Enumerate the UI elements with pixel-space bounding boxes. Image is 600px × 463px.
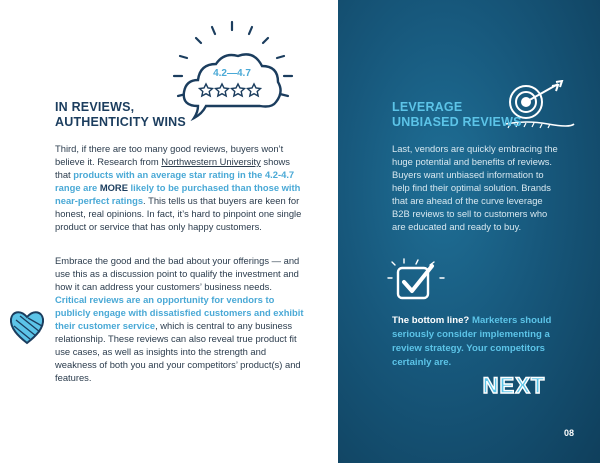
page-number: 08 (564, 428, 575, 438)
p1-text-2: shows that (55, 156, 290, 180)
next-button[interactable] (472, 370, 556, 400)
paragraph-research (55, 142, 305, 233)
p2-highlight: Critical reviews are an opportunity for vendors to publicly engage with dissatisfied customers and exhibit their customer service (55, 294, 304, 331)
northwestern-link[interactable]: Northwestern University (161, 156, 261, 167)
p2-text-1: Embrace the good and the bad about your offerings — and use this as a discussion point to qualify the investment and how it can address your customers’ business needs. (55, 255, 300, 292)
right-heading-line2: UNBIASED REVIEWS (392, 115, 522, 129)
right-heading-line1: LEVERAGE (392, 100, 463, 114)
paragraph-embrace (55, 254, 305, 384)
bottom-line-lead: The bottom line? (392, 315, 472, 326)
p1-highlight-2: likely to be purchased than those with near-perfect ratings (55, 182, 301, 206)
right-heading (392, 100, 522, 130)
cloud-rating-text: 4.2—4.7 (213, 68, 251, 79)
checkbox-icon (386, 258, 448, 304)
heart-icon (8, 306, 46, 346)
paragraph-bottom-line (392, 314, 562, 370)
p1-text-3: . This tells us that buyers are keen for honest, real opinions. In fact, it’s hard to pinpoint one single product or service that has only happy customers. (55, 195, 302, 232)
p2-text-2: , which is central to any business relationship. These reviews can also reveal true product fit use cases, as well as insights into the strength and weakness of both you and your competitors’ product(s) and features. (55, 320, 301, 383)
next-label: NEXT (482, 373, 546, 398)
p1-highlight-1: products with an average star rating in the 4.2-4.7 range are (55, 169, 295, 193)
right-column (338, 0, 600, 463)
bottom-line-highlight: Marketers should seriously consider implementing a review strategy. Your competitors certainly are. (392, 315, 552, 368)
left-heading-line1: IN REVIEWS, (55, 100, 135, 114)
left-heading-line2: AUTHENTICITY WINS (55, 115, 186, 129)
paragraph-leverage: Last, vendors are quickly embracing the huge potential and benefits of reviews. Buyers want unbiased information to help find their optimal solution. Brands that are ahead of the curve leverage B2B reviews to sell to customers who are educated and ready to buy. (392, 143, 558, 232)
p1-text-1: Third, if there are too many good reviews, buyers won’t believe it. Research from (55, 143, 284, 167)
p1-bold-more: MORE (99, 182, 128, 193)
left-heading (55, 100, 186, 130)
